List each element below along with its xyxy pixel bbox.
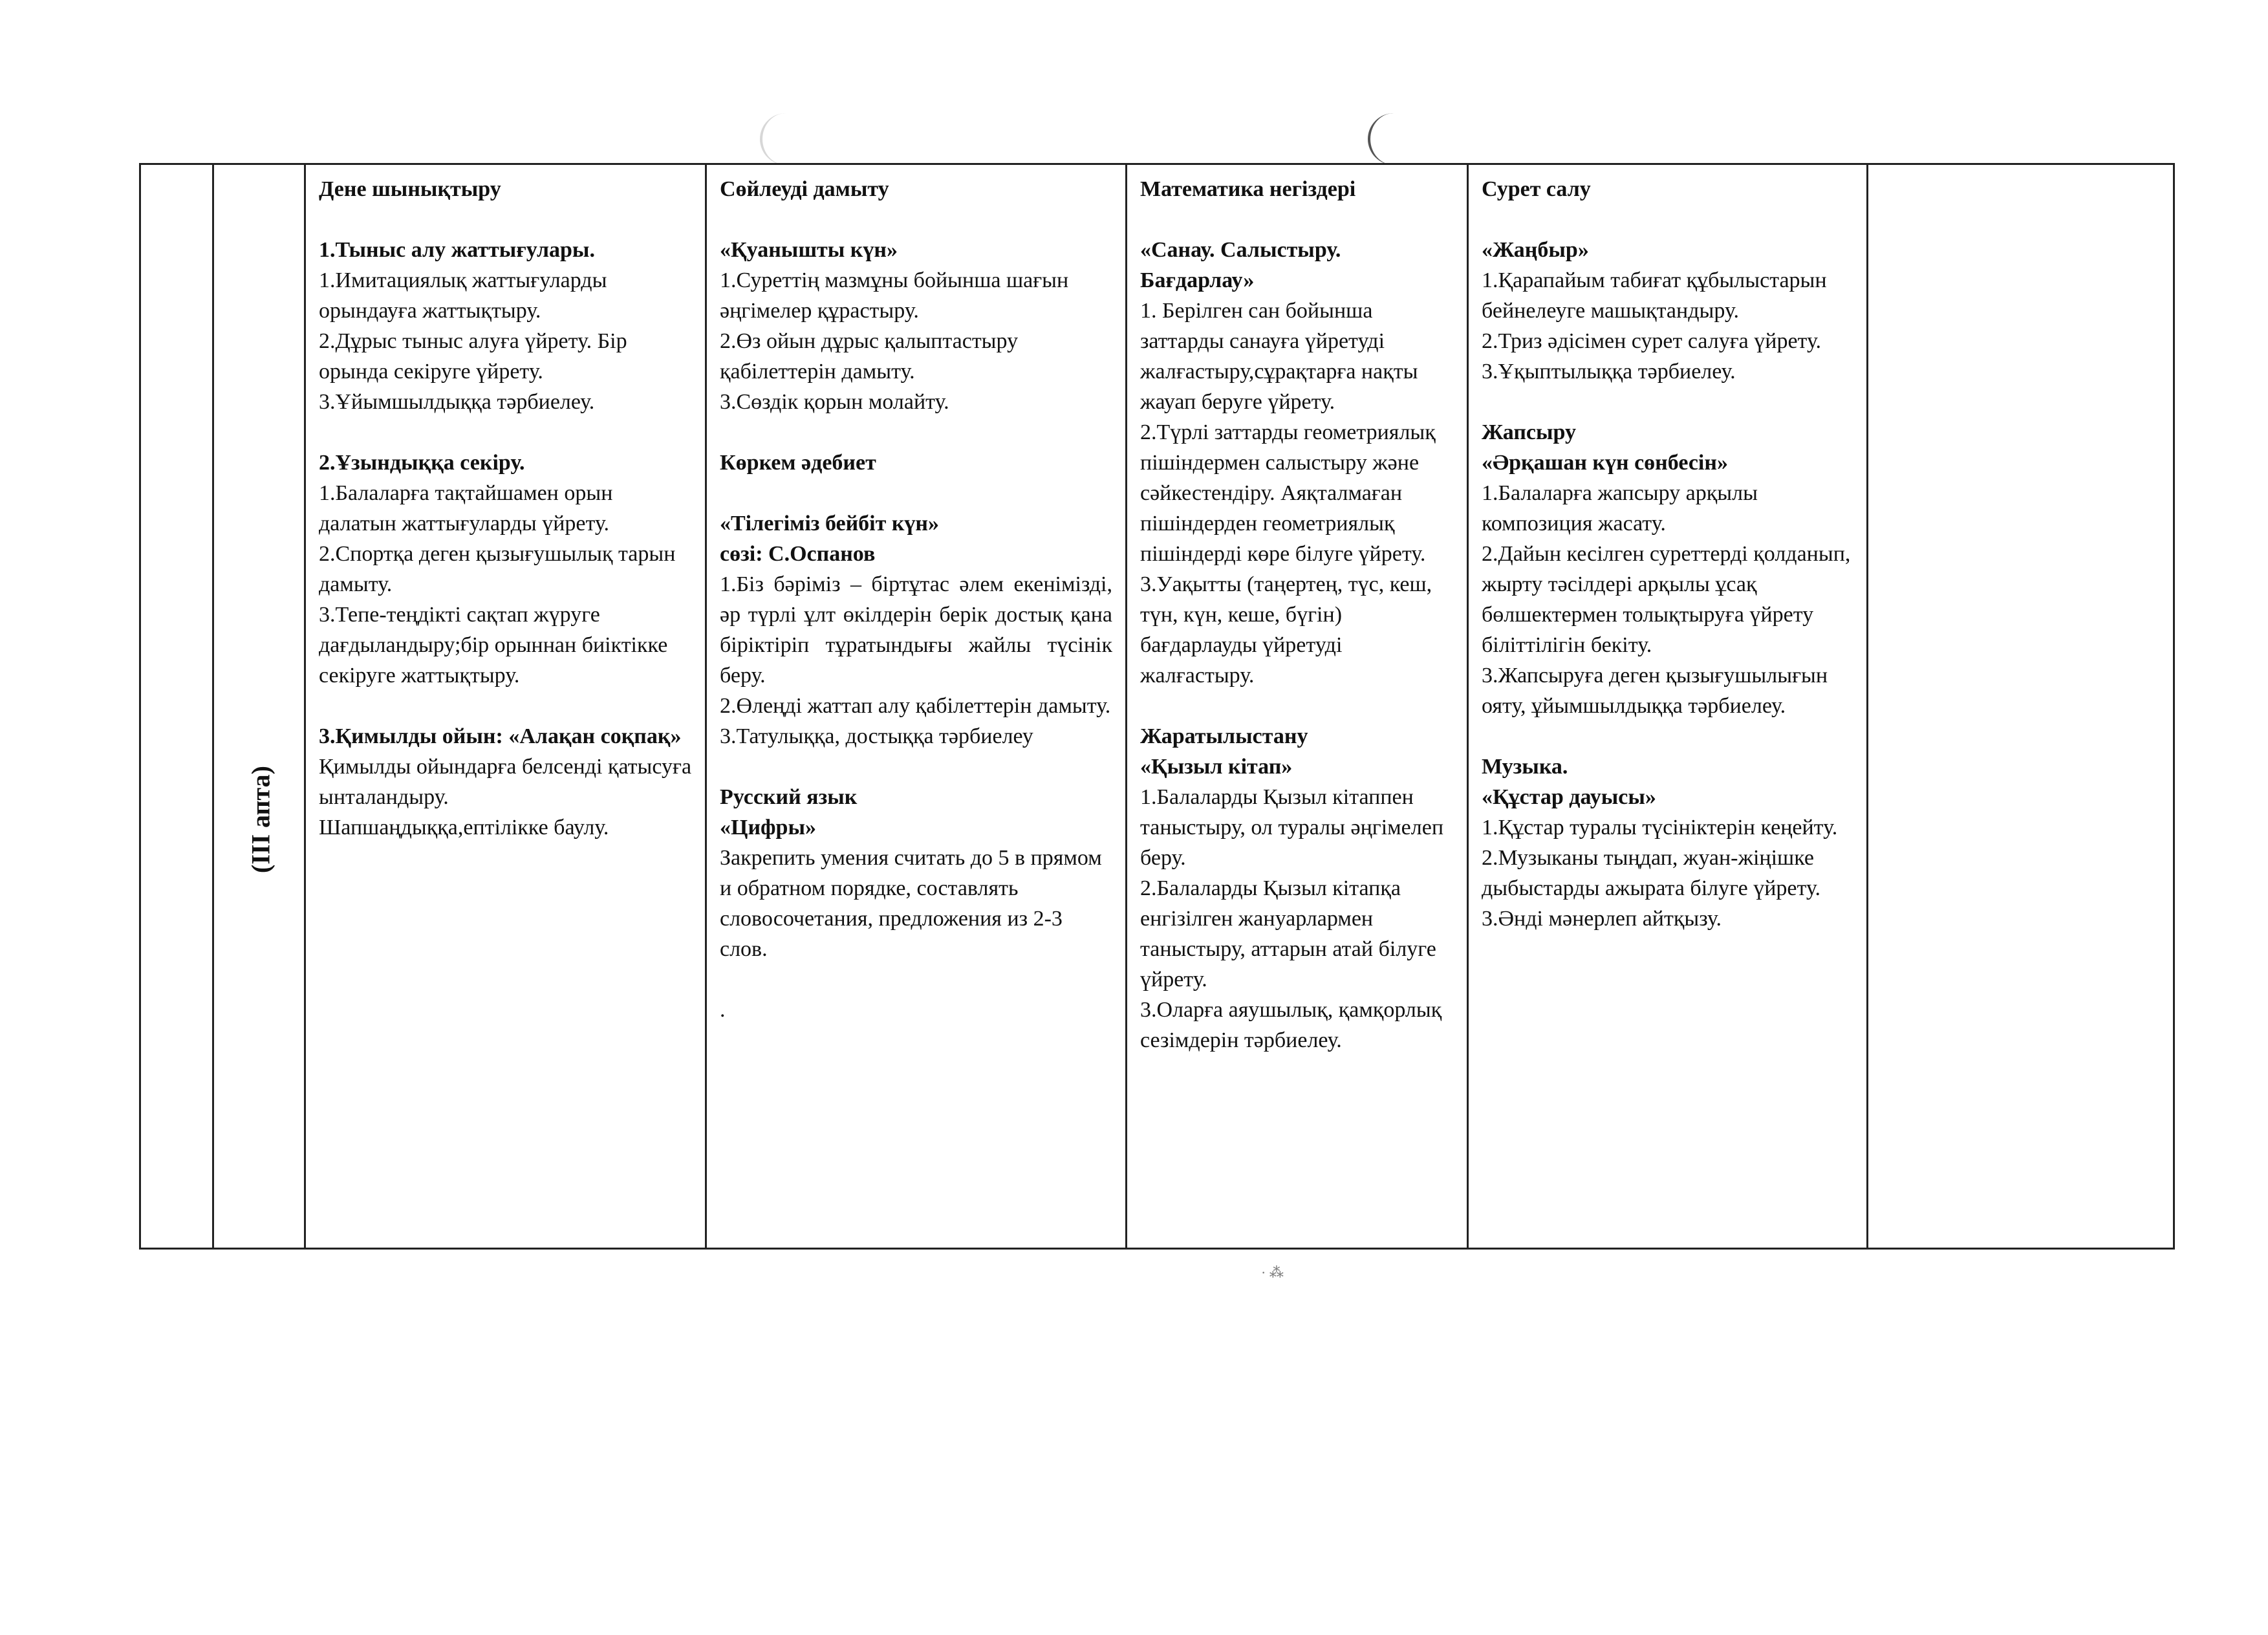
list-item: 3.Ұқыптылыққа тәрбиелеу.	[1482, 360, 1736, 384]
speech-development-cell	[706, 164, 1127, 1249]
list-item: 1.Имитациялық жаттығуларды орындауға жаттықтыру.	[319, 268, 607, 323]
topic-title: «Тілегіміз бейбіт күн»	[720, 512, 940, 536]
list-item: 1.Құстар туралы түсініктерін кеңейту.	[1482, 816, 1838, 839]
subject-title: Русский язык	[720, 785, 858, 809]
topic-title: «Құстар дауысы»	[1482, 785, 1656, 809]
subject-title: Жапсыру	[1482, 420, 1577, 444]
list-item: 2.Өз ойын дұрыс қалыптастыру қабілеттерін дамыту.	[720, 329, 1019, 384]
week-label: (ІІІ апта)	[246, 766, 275, 873]
list-item: 3.Ұйымшылдыққа тәрбиелеу.	[319, 390, 595, 414]
section-title: 1.Тыныс алу жаттығулары.	[319, 238, 595, 262]
subject-title: Сурет салу	[1482, 177, 1591, 201]
list-item: 2.Триз әдісімен сурет салуға үйрету.	[1482, 329, 1822, 353]
punch-hole-mark	[1368, 113, 1396, 165]
list-item: 3.Татулыққа, достыққа тәрбиелеу	[720, 724, 1033, 748]
list-item: 1.Қарапайым табиғат құбылыстарын бейнелеуге машықтандыру.	[1482, 268, 1827, 323]
topic-title: «Қуанышты күн»	[720, 238, 898, 262]
list-item: 3.Уақытты (таңертең, түс, кеш, түн, күн, кеше, бүгін) бағдарлауды үйретуді жалғастыру.	[1140, 572, 1432, 688]
list-item: 2.Дайын кесілген суреттерді қолданып, жырту тәсілдері арқылы ұсақ бөлшектермен толықтыруға үйрету біліттілігін бекіту.	[1482, 542, 1851, 657]
art-cell	[1468, 164, 1868, 1249]
list-item: 3.Тепе-теңдікті сақтап жүруге дағдыландыру;бір орыннан биіктікке секіруге жаттықтыру.	[319, 603, 668, 688]
subject-title: Дене шынықтыру	[319, 177, 501, 201]
list-item: 2.Спортқа деген қызығушылық тарын дамыту.	[319, 542, 676, 596]
subject-title: Математика негіздері	[1140, 177, 1356, 201]
list-item: 1.Балаларға тақтайшамен орын далатын жаттығуларды үйрету.	[319, 481, 613, 536]
empty-cell	[140, 164, 213, 1249]
list-item: 2.Музыканы тыңдап, жуан-жіңішке дыбыстарды ажырата білуге үйрету.	[1482, 846, 1821, 900]
list-item: 3.Оларға аяушылық, қамқорлық сезімдерін тәрбиелеу.	[1140, 998, 1442, 1052]
physical-education-cell	[305, 164, 706, 1249]
list-item: 1.Біз бәріміз – біртұтас әлем екенімізді, әр түрлі ұлт өкілдерін берік достық қана біріктіріп тұратындығы жайлы түсінік беру.	[720, 572, 1112, 688]
empty-cell	[1868, 164, 2174, 1249]
list-item: 1.Балаларға жапсыру арқылы композиция жасату.	[1482, 481, 1758, 536]
list-item: 3.Жапсыруға деген қызығушылығын ояту, ұйымшылдыққа тәрбиелеу.	[1482, 664, 1828, 718]
lesson-plan-table	[139, 163, 2175, 1250]
table-row	[140, 164, 2174, 1249]
topic-title: «Санау. Салыстыру. Бағдарлау»	[1140, 238, 1341, 292]
subject-title: Жаратылыстану	[1140, 724, 1308, 748]
scan-specks: · ⁂	[1261, 1264, 1284, 1281]
list-item: 2.Дұрыс тыныс алуға үйрету. Бір орында секіруге үйрету.	[319, 329, 627, 384]
topic-title: «Цифры»	[720, 816, 817, 839]
subject-title: Музыка.	[1482, 755, 1568, 779]
body-text: Закрепить умения считать до 5 в прямом и обратном порядке, составлять словосочетания, предложения из 2-3 слов.	[720, 846, 1102, 961]
list-item: 2.Өлеңді жаттап алу қабілеттерін дамыту.	[720, 694, 1111, 718]
list-item: 1. Берілген сан бойынша заттарды санауға үйретуді жалғастыру,сұрақтарға нақты жауап беруге үйрету.	[1140, 299, 1418, 414]
topic-title: «Жаңбыр»	[1482, 238, 1589, 262]
topic-title: «Әрқашан күн сөнбесін»	[1482, 451, 1728, 475]
trailing-mark: .	[720, 998, 726, 1022]
week-cell	[213, 164, 305, 1249]
list-item: 2.Балаларды Қызыл кітапқа енгізілген жануарлармен таныстыру, аттарын атай білуге үйрету.	[1140, 876, 1436, 991]
list-item: 1.Балаларды Қызыл кітаппен таныстыру, ол туралы әңгімелеп беру.	[1140, 785, 1444, 870]
list-item: 3.Сөздік қорын молайту.	[720, 390, 949, 414]
list-item: 3.Әнді мәнерлеп айтқызу.	[1482, 907, 1722, 931]
math-basics-cell	[1127, 164, 1468, 1249]
topic-title: «Қызыл кітап»	[1140, 755, 1293, 779]
list-item: Қимылды ойындарға белсенді қатысуға ынталандыру.	[319, 755, 692, 809]
subject-title: Сөйлеуді дамыту	[720, 177, 889, 201]
section-title: 3.Қимылды ойын: «Алақан соқпақ»	[319, 724, 682, 748]
author-line: сөзі: С.Оспанов	[720, 542, 876, 566]
list-item: Шапшаңдыққа,ептілікке баулу.	[319, 816, 609, 839]
punch-hole-mark	[760, 113, 788, 165]
section-title: 2.Ұзындыққа секіру.	[319, 451, 525, 475]
list-item: 2.Түрлі заттарды геометриялық пішіндермен салыстыру және сәйкестендіру. Аяқталмаған пішіндерден геометриялық пішіндерді көре білуге үйрету.	[1140, 420, 1436, 566]
list-item: 1.Суреттің мазмұны бойынша шағын әңгімелер құрастыру.	[720, 268, 1069, 323]
subject-title: Көркем әдебиет	[720, 451, 876, 475]
